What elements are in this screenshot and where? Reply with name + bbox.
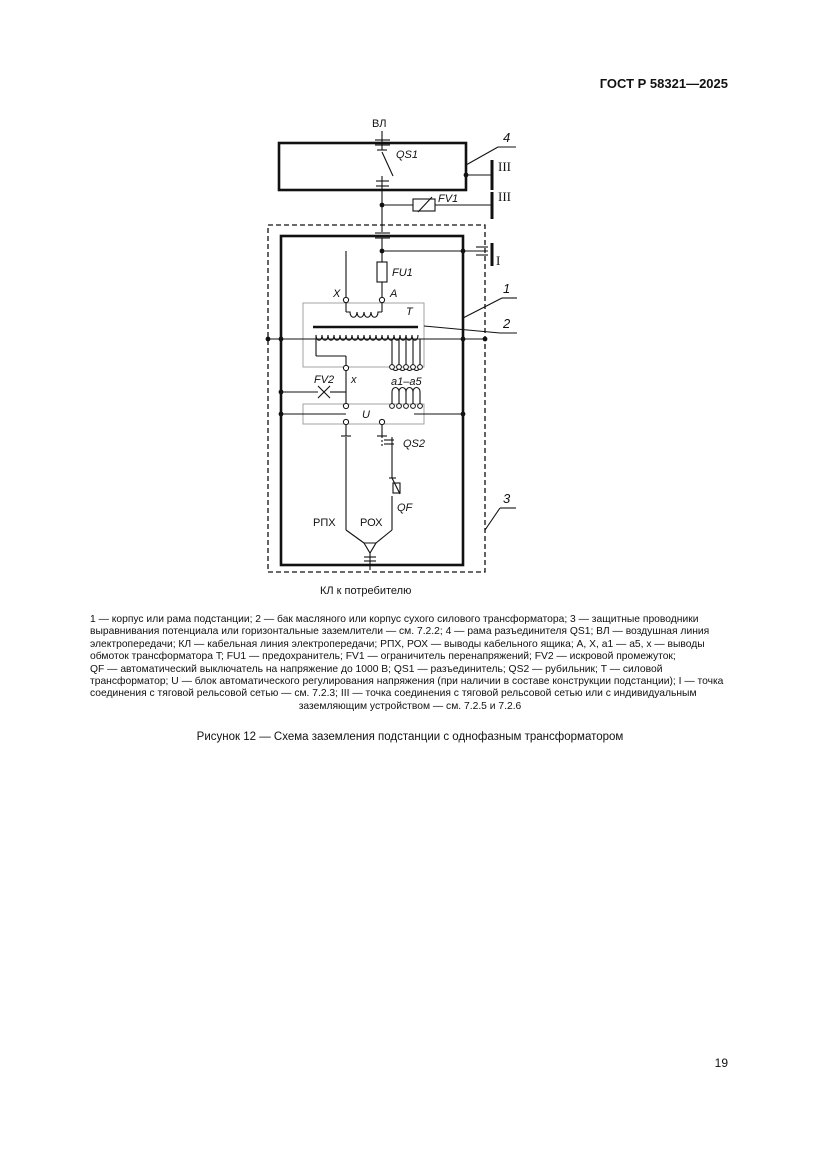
leader-3: 3: [503, 491, 511, 506]
label-a1-a5: a1–a5: [391, 376, 422, 388]
label-rox: РОХ: [360, 517, 383, 529]
legend-line: соединения с тяговой рельсовой сетью — см. 7.2.3; III — точка соединения с тяговой рельсовой сетью или с индивидуальным: [90, 688, 697, 700]
label-t: T: [406, 306, 413, 318]
label-x-lower: x: [351, 374, 357, 386]
legend-line: заземляющим устройством — см. 7.2.5 и 7.2.6: [298, 700, 522, 712]
legend-line: обмоток трансформатора T; FU1 — предохранитель; FV1 — ограничитель перенапряжений; FV2 — искровой промежуток;: [90, 651, 676, 663]
figure-caption: Рисунок 12 — Схема заземления подстанции с однофазным трансформатором: [196, 731, 624, 743]
label-rpx: РПХ: [313, 517, 336, 529]
label-kl: КЛ к потребителю: [320, 585, 412, 597]
legend-line: трансформатор; U — блок автоматического регулирования напряжения (при наличии в составе конструкции подстанции); I — точка: [90, 676, 724, 688]
label-fv2: FV2: [314, 374, 335, 386]
label-fv1: FV1: [438, 193, 459, 205]
leader-2: 2: [503, 316, 511, 331]
qs1-frame: [279, 143, 466, 190]
leader-4: 4: [503, 130, 511, 145]
label-qs1: QS1: [396, 149, 419, 161]
legend-line: выравнивания потенциала или горизонтальные заземлители — см. 7.2.2; 4 — рама разъединителя QS1; ВЛ — воздушная линия: [90, 626, 710, 638]
label-vl: ВЛ: [372, 118, 387, 130]
legend-line: 1 — корпус или рама подстанции; 2 — бак масляного или корпус сухого силового трансформатора; 3 — защитные проводники: [90, 614, 699, 625]
label-x-upper: X: [333, 288, 341, 300]
label-fu1: FU1: [392, 267, 413, 279]
standard-number: ГОСТ Р 58321—2025: [599, 76, 728, 91]
label-a-upper: A: [390, 288, 398, 300]
label-qf: QF: [397, 502, 413, 514]
label-qs2: QS2: [403, 438, 426, 450]
roman-iii-fv1: III: [498, 189, 511, 204]
leader-1: 1: [503, 281, 511, 296]
legend-line: QF — автоматический выключатель на напряжение до 1000 В; QS1 — разъединитель; QS2 — рубильник; T — силовой: [90, 663, 663, 675]
label-u: U: [362, 409, 370, 421]
legend-line: электропередачи; КЛ — кабельная линия электропередачи; РПХ, РОХ — выводы кабельного ящика; A, X, a1 — a5, x — выводы: [90, 638, 705, 650]
substation-frame: [281, 236, 463, 565]
figure-legend: [90, 614, 730, 713]
roman-i: I: [496, 253, 501, 268]
roman-iii-frame: III: [498, 159, 511, 174]
page-number: 19: [714, 1056, 728, 1070]
